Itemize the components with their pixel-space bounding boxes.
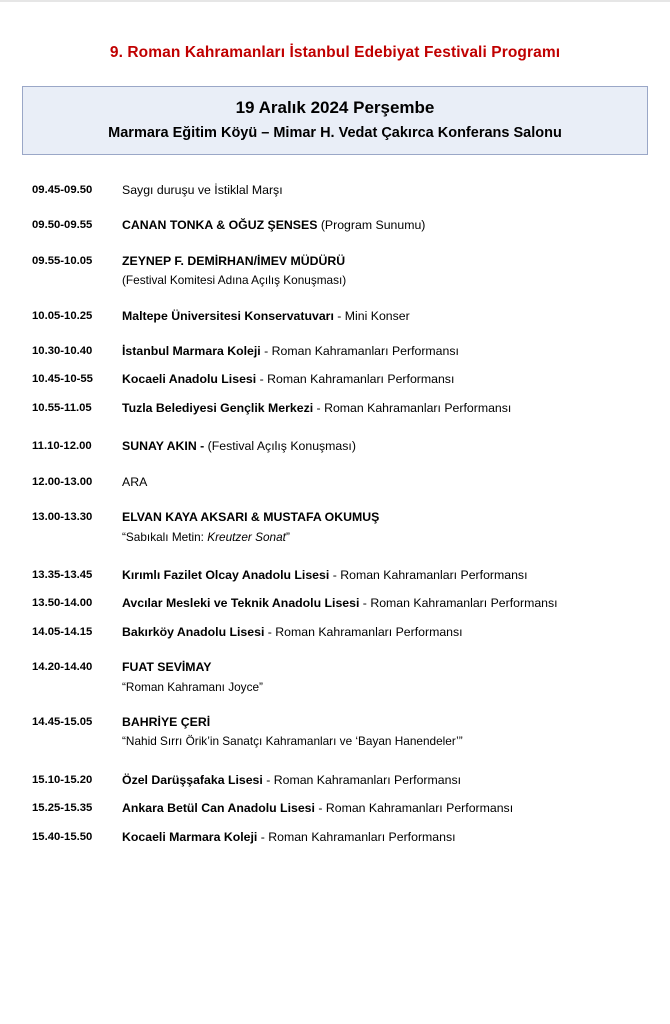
event-venue: Marmara Eğitim Köyü – Mimar H. Vedat Çakırca Konferans Salonu [108, 125, 562, 141]
schedule-time: 10.05-10.25 [32, 309, 93, 322]
schedule-row [32, 399, 646, 417]
schedule-description [122, 508, 646, 546]
schedule-row [32, 216, 646, 234]
schedule-main-line [122, 713, 646, 731]
schedule-row [32, 658, 646, 696]
schedule-description [122, 307, 646, 325]
schedule-row [32, 713, 646, 751]
schedule-row [32, 473, 646, 491]
schedule-title-normal: - Roman Kahramanları Performansı [264, 624, 463, 639]
schedule-row [32, 181, 646, 199]
schedule-main-line [122, 828, 646, 846]
schedule-description [122, 799, 646, 817]
schedule-title-normal: - Roman Kahramanları Performansı [262, 772, 462, 787]
schedule-description [122, 623, 646, 641]
schedule-title-bold: Kırımlı Fazilet Olcay Anadolu Lisesi [122, 567, 330, 582]
schedule-main-line [122, 566, 646, 584]
schedule-time: 15.10-15.20 [32, 773, 93, 786]
schedule-description [122, 594, 646, 612]
schedule-main-line [122, 473, 646, 491]
schedule-time: 14.20-14.40 [32, 661, 93, 674]
schedule-main-line [122, 799, 646, 817]
schedule-time: 12.00-13.00 [32, 475, 93, 488]
schedule-main-line [122, 437, 646, 455]
schedule-title-normal: Saygı duruşu ve İstiklal Marşı [122, 183, 283, 197]
schedule-time: 14.45-15.05 [32, 715, 93, 728]
schedule-title-bold: SUNAY AKIN - [122, 439, 208, 454]
schedule-time: 13.50-14.00 [32, 597, 93, 610]
schedule-row [32, 623, 646, 641]
schedule-list [0, 181, 670, 846]
schedule-row [32, 437, 646, 455]
schedule-subtitle: (Festival Komitesi Adına Açılış Konuşması) [122, 273, 347, 288]
schedule-description [122, 713, 646, 751]
schedule-description [122, 771, 646, 789]
schedule-main-line [122, 342, 646, 360]
schedule-description [122, 473, 646, 491]
schedule-time: 09.45-09.50 [32, 184, 93, 196]
schedule-title-bold: Kocaeli Anadolu Lisesi [122, 372, 257, 387]
schedule-row [32, 508, 646, 546]
schedule-title-bold: ZEYNEP F. DEMİRHAN/İMEV MÜDÜRÜ [122, 253, 346, 268]
schedule-subtitle: “Roman Kahramanı Joyce” [122, 679, 263, 694]
schedule-title-bold: Ankara Betül Can Anadolu Lisesi [122, 801, 315, 816]
schedule-title-normal: - Roman Kahramanları Performansı [257, 829, 456, 844]
schedule-title-normal: - Roman Kahramanları Performansı [314, 801, 514, 816]
schedule-main-line [122, 252, 646, 270]
schedule-main-line [122, 370, 646, 388]
schedule-subtitle: “Sabıkalı Metin: Kreutzer Sonat” [122, 529, 290, 544]
schedule-title-bold: Avcılar Mesleki ve Teknik Anadolu Lisesi [122, 596, 360, 611]
schedule-time: 10.55-11.05 [32, 401, 92, 414]
schedule-row [32, 799, 646, 817]
schedule-title-normal: - Roman Kahramanları Performansı [329, 567, 528, 582]
schedule-description [122, 658, 646, 696]
schedule-main-line [122, 508, 646, 526]
schedule-title-bold: İstanbul Marmara Koleji [122, 344, 261, 359]
schedule-description [122, 399, 646, 417]
schedule-description [122, 370, 646, 388]
schedule-title-bold: CANAN TONKA & OĞUZ ŞENSES [122, 218, 321, 233]
schedule-title-normal: - Roman Kahramanları Performansı [260, 344, 459, 359]
schedule-row [32, 594, 646, 612]
schedule-subtitle: “Nahid Sırrı Örik’in Sanatçı Kahramanları ve ‘Bayan Hanendeler’” [122, 734, 463, 749]
schedule-title-normal: - Roman Kahramanları Performansı [256, 372, 455, 387]
schedule-title-bold: Bakırköy Anadolu Lisesi [122, 624, 265, 639]
schedule-title-bold: Tuzla Belediyesi Gençlik Merkezi [122, 400, 314, 415]
schedule-title-normal: - Roman Kahramanları Performansı [359, 596, 558, 611]
schedule-description [122, 566, 646, 584]
top-divider [0, 0, 670, 2]
schedule-description [122, 252, 646, 290]
schedule-row [32, 771, 646, 789]
schedule-row [32, 566, 646, 584]
schedule-title-bold: Özel Darüşşafaka Lisesi [122, 772, 263, 787]
schedule-title-bold: ELVAN KAYA AKSARI & MUSTAFA OKUMUŞ [122, 510, 380, 525]
schedule-time: 13.35-13.45 [32, 568, 93, 581]
schedule-row [32, 307, 646, 325]
schedule-main-line [122, 307, 646, 325]
schedule-description [122, 437, 646, 455]
schedule-subtitle-italic: Kreutzer Sonat [207, 529, 286, 544]
schedule-time: 13.00-13.30 [32, 511, 93, 524]
schedule-row [32, 828, 646, 846]
schedule-main-line [122, 594, 646, 612]
schedule-row [32, 342, 646, 360]
schedule-row [32, 252, 646, 290]
schedule-time: 09.55-10.05 [32, 254, 93, 267]
schedule-time: 10.45-10-55 [32, 373, 93, 386]
festival-title: 9. Roman Kahramanları İstanbul Edebiyat Festivali Programı [109, 44, 561, 61]
schedule-row [32, 370, 646, 388]
schedule-description [122, 342, 646, 360]
schedule-title-bold: Maltepe Üniversitesi Konservatuvarı [122, 308, 334, 323]
schedule-title-normal: - Mini Konser [333, 308, 410, 323]
schedule-title-bold: BAHRİYE ÇERİ [122, 714, 211, 729]
schedule-time: 11.10-12.00 [32, 440, 92, 453]
event-date: 19 Aralık 2024 Perşembe [235, 98, 435, 117]
date-header-box [22, 86, 648, 155]
schedule-title-normal: - Roman Kahramanları Performansı [313, 400, 512, 415]
schedule-title-bold: Kocaeli Marmara Koleji [122, 829, 258, 844]
schedule-main-line [122, 658, 646, 676]
schedule-main-line [122, 771, 646, 789]
schedule-title-normal: (Festival Açılış Konuşması) [207, 439, 356, 454]
schedule-main-line [122, 623, 646, 641]
schedule-description [122, 828, 646, 846]
schedule-main-line [122, 181, 646, 199]
schedule-description [122, 181, 646, 199]
schedule-time: 15.40-15.50 [32, 830, 93, 843]
schedule-time: 09.50-09.55 [32, 219, 93, 232]
schedule-description [122, 216, 646, 234]
schedule-title-normal: ARA [122, 474, 148, 489]
schedule-main-line [122, 216, 646, 234]
schedule-time: 15.25-15.35 [32, 802, 93, 815]
schedule-main-line [122, 399, 646, 417]
schedule-title-normal: (Program Sunumu) [320, 218, 426, 233]
schedule-time: 14.05-14.15 [32, 625, 93, 638]
schedule-time: 10.30-10.40 [32, 345, 93, 358]
schedule-title-bold: FUAT SEVİMAY [122, 660, 212, 675]
